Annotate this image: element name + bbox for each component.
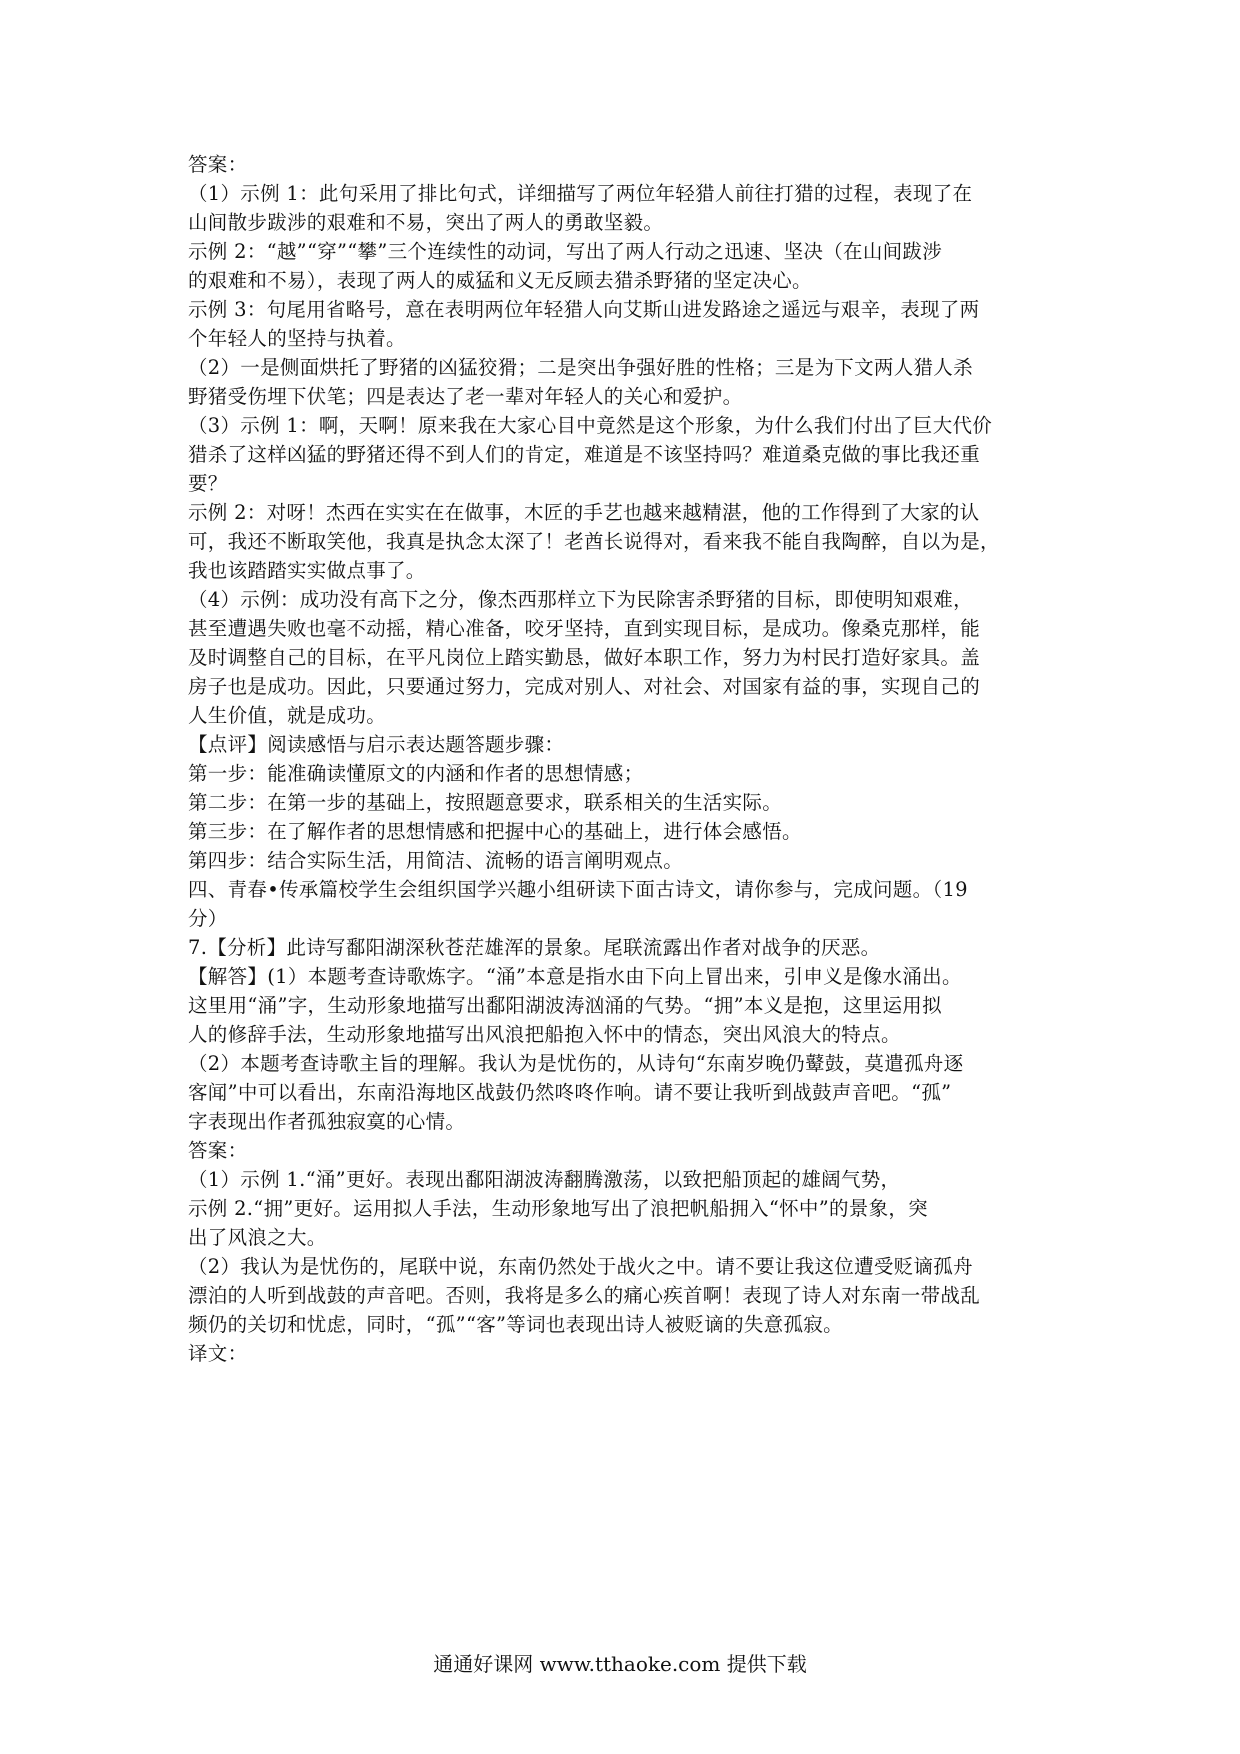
text-line: 示例 2.“拥”更好。运用拟人手法，生动形象地写出了浪把帆船拥入“怀中”的景象，突: [188, 1197, 928, 1220]
text-line: （2）一是侧面烘托了野猪的凶猛狡猾；二是突出争强好胜的性格；三是为下文两人猎人杀: [188, 356, 973, 379]
text-line: 猎杀了这样凶猛的野猪还得不到人们的肯定，难道是不该坚持吗？难道桑克做的事比我还重: [188, 443, 981, 466]
text-line: （1）示例 1.“涌”更好。表现出鄱阳湖波涛翻腾激荡，以致把船顶起的雄阔气势，: [188, 1168, 901, 1191]
text-line: 人生价值，就是成功。: [188, 704, 387, 727]
text-line: 字表现出作者孤独寂寞的心情。: [188, 1110, 466, 1133]
document-body: [188, 150, 1060, 1368]
text-line: （1）示例 1：此句采用了排比句式，详细描写了两位年轻猎人前往打猎的过程，表现了在: [188, 182, 973, 205]
text-line: 第二步：在第一步的基础上，按照题意要求，联系相关的生活实际。: [188, 791, 783, 814]
text-line: 要？: [188, 472, 228, 495]
text-line: 答案：: [188, 1139, 248, 1162]
text-line: 我也该踏踏实实做点事了。: [188, 559, 426, 582]
text-line: 山间散步跋涉的艰难和不易，突出了两人的勇敢坚毅。: [188, 211, 664, 234]
text-line: 频仍的关切和忧虑，同时，“孤”“客”等词也表现出诗人被贬谪的失意孤寂。: [188, 1313, 843, 1336]
text-line: 房子也是成功。因此，只要通过努力，完成对别人、对社会、对国家有益的事，实现自己的: [188, 675, 981, 698]
text-line: 【点评】阅读感悟与启示表达题答题步骤：: [188, 733, 565, 756]
text-line: 及时调整自己的目标，在平凡岗位上踏实勤恳，做好本职工作，努力为村民打造好家具。盖: [188, 646, 981, 669]
text-line: 个年轻人的坚持与执着。: [188, 327, 406, 350]
text-line: 第三步：在了解作者的思想情感和把握中心的基础上，进行体会感悟。: [188, 820, 802, 843]
text-line: 第一步：能准确读懂原文的内涵和作者的思想情感；: [188, 762, 644, 785]
text-line: 的艰难和不易），表现了两人的威猛和义无反顾去猎杀野猪的坚定决心。: [188, 269, 812, 292]
text-line: 漂泊的人听到战鼓的声音吧。否则，我将是多么的痛心疾首啊！表现了诗人对东南一带战乱: [188, 1284, 981, 1307]
text-line: 答案：: [188, 153, 248, 176]
text-line: 人的修辞手法，生动形象地描写出风浪把船抱入怀中的情态，突出风浪大的特点。: [188, 1023, 901, 1046]
text-line: 分）: [188, 907, 228, 930]
text-line: （4）示例：成功没有高下之分，像杰西那样立下为民除害杀野猪的目标，即使明知艰难，: [188, 588, 973, 611]
text-line: 7.【分析】此诗写鄱阳湖深秋苍茫雄浑的景象。尾联流露出作者对战争的厌恶。: [188, 936, 881, 959]
text-line: 这里用“涌”字，生动形象地描写出鄱阳湖波涛汹涌的气势。“拥”本义是抱，这里运用拟: [188, 994, 942, 1017]
text-line: （2）本题考查诗歌主旨的理解。我认为是忧伤的，从诗句“东南岁晚仍鼙鼓，莫遣孤舟逐: [188, 1052, 964, 1075]
text-line: 第四步：结合实际生活，用简洁、流畅的语言阐明观点。: [188, 849, 684, 872]
section-heading: 四、青春•传承篇校学生会组织国学兴趣小组研读下面古诗文，请你参与，完成问题。（19: [188, 878, 968, 901]
text-line: 译文：: [188, 1342, 248, 1365]
text-line: 【解答】(1）本题考查诗歌炼字。“涌”本意是指水由下向上冒出来，引申义是像水涌出。: [188, 965, 962, 988]
text-line: （3）示例 1：啊，天啊！原来我在大家心目中竟然是这个形象，为什么我们付出了巨大代价: [188, 414, 993, 437]
text-line: 客闻”中可以看出，东南沿海地区战鼓仍然咚咚作响。请不要让我听到战鼓声音吧。“孤”: [188, 1081, 952, 1104]
text-line: 出了风浪之大。: [188, 1226, 327, 1249]
text-line: 示例 3：句尾用省略号，意在表明两位年轻猎人向艾斯山进发路途之遥远与艰辛，表现了两: [188, 298, 980, 321]
text-line: 野猪受伤埋下伏笔；四是表达了老一辈对年轻人的关心和爱护。: [188, 385, 743, 408]
text-line: 可，我还不断取笑他，我真是执念太深了！老酋长说得对，看来我不能自我陶醉，自以为是，: [188, 530, 1000, 553]
text-line: 示例 2：对呀！杰西在实实在在做事，木匠的手艺也越来越精湛，他的工作得到了大家的认: [188, 501, 980, 524]
page-footer: 通通好课网 www.tthaoke.com 提供下载: [433, 1652, 807, 1676]
text-line: 示例 2：“越”“穿”“攀”三个连续性的动词，写出了两人行动之迅速、坚决（在山间跋涉: [188, 240, 943, 263]
text-line: 甚至遭遇失败也毫不动摇，精心准备，咬牙坚持，直到实现目标，是成功。像桑克那样，能: [188, 617, 981, 640]
text-line: （2）我认为是忧伤的，尾联中说，东南仍然处于战火之中。请不要让我这位遭受贬谪孤舟: [188, 1255, 973, 1278]
